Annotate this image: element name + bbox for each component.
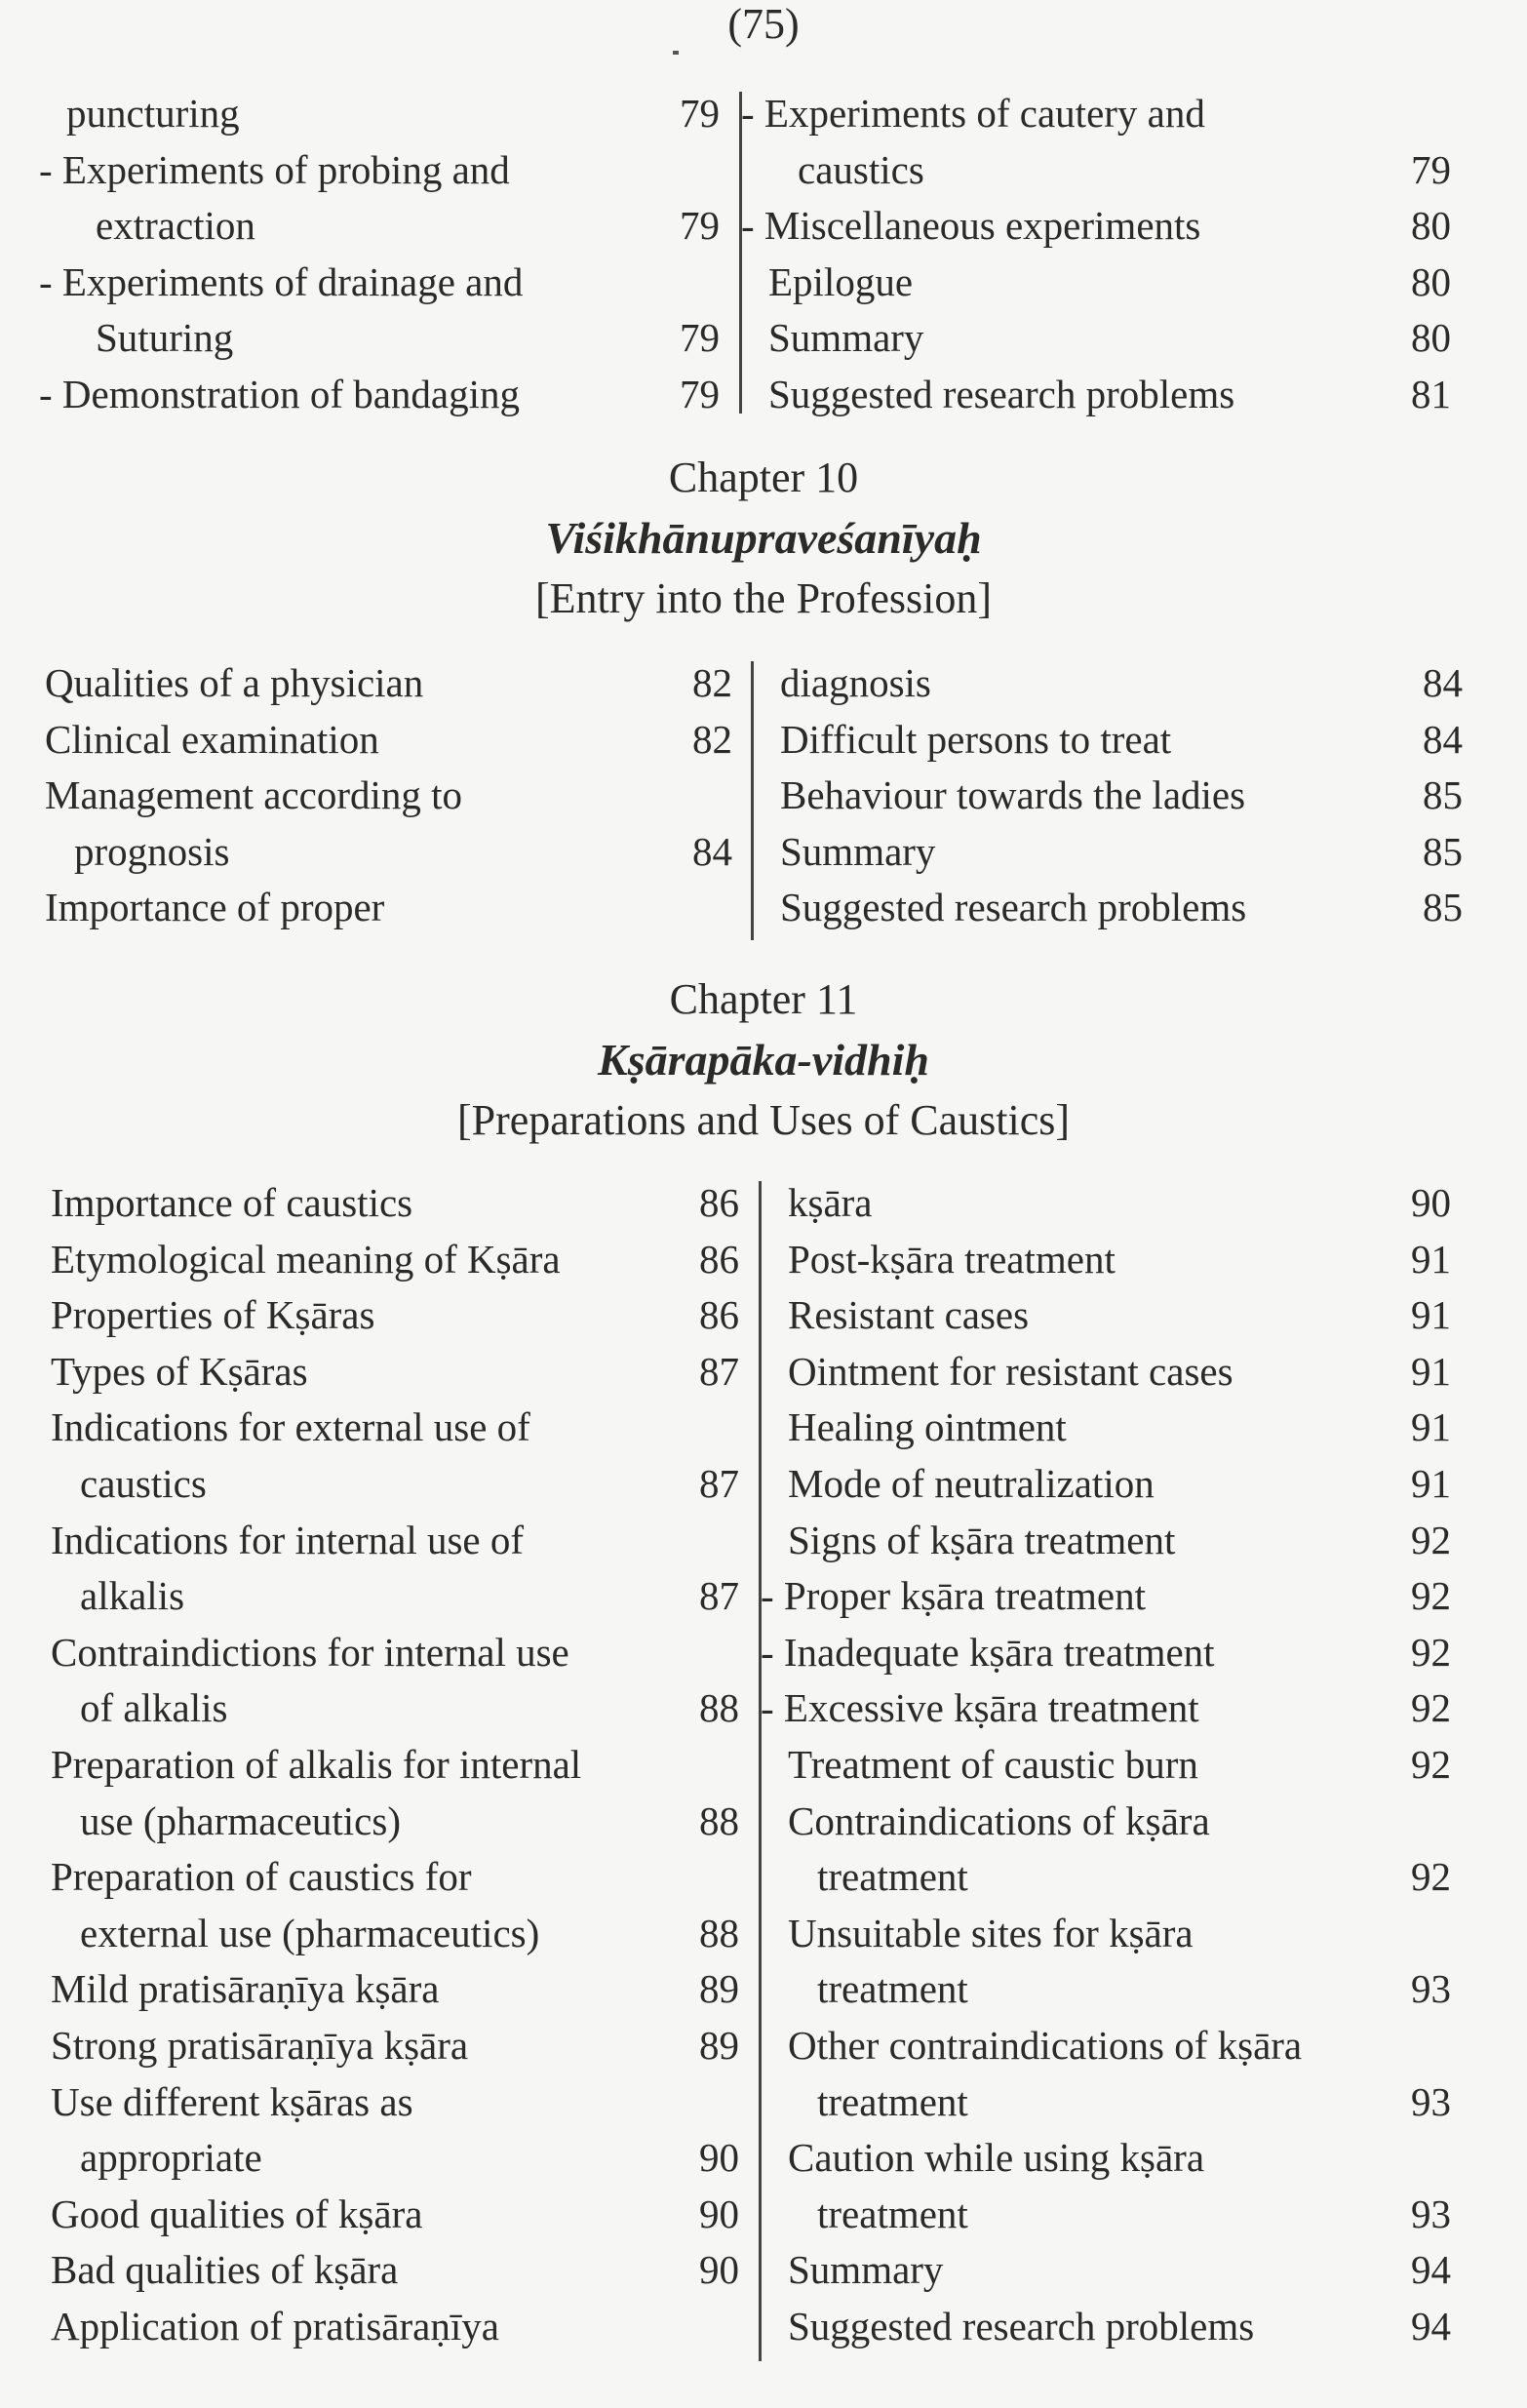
toc-entry [768,255,1451,311]
toc-entry-page: 80 [1411,315,1451,361]
toc-entry-label: Strong pratisāraṇīya kṣāra [51,2022,469,2068]
toc-entry-page: 85 [1423,885,1463,930]
toc-entry-page: 81 [1411,371,1451,416]
toc-entry-page: 86 [699,1180,739,1225]
toc-entry [788,1906,1451,1962]
toc-entry-page: 82 [692,660,732,705]
toc-entry-page: 90 [699,2191,739,2236]
toc-entry-label: treatment [817,2191,968,2236]
toc-entry-page: 88 [699,1910,739,1955]
toc-entry [788,1849,1451,1906]
toc-entry [51,1287,739,1344]
toc-entry-label: Indications for internal use of [51,1517,525,1562]
toc-column-right [761,1175,1451,2354]
toc-entry-label: Importance of caustics [51,1180,413,1225]
toc-entry-page: 79 [680,315,720,361]
toc-entry-label: treatment [817,1966,968,2012]
toc-entry-label: Suggested research problems [788,2303,1255,2349]
toc-entry-label: Importance of proper [45,885,385,930]
toc-entry [51,2018,739,2074]
toc-entry [51,1625,739,1681]
toc-entry-label: - Experiments of cautery and [741,91,1205,136]
toc-entry-label: prognosis [74,828,230,874]
toc-entry-label: Suturing [96,315,234,361]
toc-entry-page: 92 [1411,1573,1451,1619]
toc-entry-page: 91 [1411,1404,1451,1450]
toc-entry [51,2187,739,2243]
toc-entry-page: 90 [1411,1180,1451,1225]
toc-entry-page: 86 [699,1292,739,1338]
chapter-subtitle: [Entry into the Profession] [534,574,993,622]
toc-entry [761,1568,1451,1625]
toc-entry [788,2187,1451,2243]
toc-entry [788,1794,1451,1850]
toc-entry-page: 79 [680,203,720,249]
toc-entry [45,712,732,769]
toc-entry-label: of alkalis [80,1685,228,1731]
toc-entry-label: Summary [788,2247,944,2293]
toc-entry-label: caustics [798,146,924,192]
toc-entry-page: 88 [699,1685,739,1731]
toc-entry-label: extraction [96,203,255,249]
toc-entry [51,2130,739,2187]
toc-entry [780,768,1463,824]
toc-entry-label: Ointment for resistant cases [788,1348,1233,1394]
toc-entry-page: 91 [1411,1348,1451,1394]
toc-section-chapter11 [0,1175,1527,2375]
chapter-number: Chapter 11 [669,975,858,1023]
toc-entry-label: puncturing [66,91,240,136]
toc-entry-page: 84 [1423,660,1463,705]
toc-entry [780,880,1463,936]
toc-entry-label: Application of pratisāraṇīya [51,2303,499,2349]
toc-entry-page: 87 [699,1348,739,1394]
toc-entry-page: 88 [699,1797,739,1843]
chapter-title: Kṣārapāka-vidhiḥ [598,1035,929,1085]
toc-entry-label: Difficult persons to treat [780,716,1172,762]
toc-entry [788,1456,1451,1513]
toc-entry-label: Clinical examination [45,716,379,762]
toc-entry [51,1232,739,1288]
toc-entry-label: Types of Kṣāras [51,1348,308,1394]
toc-entry [51,1456,739,1513]
toc-entry [51,1400,739,1456]
toc-column-left [45,655,732,936]
toc-entry [51,1961,739,2018]
toc-entry-label: Qualities of a physician [45,660,424,705]
toc-entry-page: 92 [1411,1517,1451,1562]
toc-entry-page: 84 [1423,716,1463,762]
toc-entry-page: 80 [1411,203,1451,249]
toc-entry [39,142,720,199]
toc-entry-page: 86 [699,1236,739,1282]
toc-entry-label: treatment [817,2078,968,2124]
toc-entry-page: 85 [1423,828,1463,874]
toc-entry-label: Etymological meaning of Kṣāra [51,1236,561,1282]
toc-entry [788,1737,1451,1794]
toc-entry [788,2130,1451,2187]
toc-entry [66,86,720,142]
toc-entry-label: treatment [817,1854,968,1900]
toc-section-chapter9-continued [0,86,1527,427]
toc-entry-label: - Demonstration of bandaging [39,371,521,416]
toc-entry-label: Treatment of caustic burn [788,1741,1198,1787]
toc-entry-page: 94 [1411,2303,1451,2349]
toc-entry-page: 89 [699,1966,739,2012]
toc-entry [51,2074,739,2131]
toc-entry [741,198,1451,255]
toc-entry [51,1680,739,1737]
column-divider [751,661,754,940]
toc-entry-page: 91 [1411,1292,1451,1338]
toc-entry-page: 87 [699,1460,739,1506]
toc-entry [768,367,1451,423]
toc-entry [51,1513,739,1569]
toc-entry [788,1513,1451,1569]
toc-entry [66,198,720,255]
toc-entry-label: Indications for external use of [51,1404,530,1450]
toc-entry [788,1287,1451,1344]
toc-entry-label: Mild pratisāraṇīya kṣāra [51,1966,440,2012]
toc-column-right [741,86,1451,423]
toc-section-chapter10 [0,655,1527,948]
toc-entry-page: 82 [692,716,732,762]
toc-entry [780,655,1463,712]
toc-entry [39,367,720,423]
toc-entry-page: 92 [1411,1854,1451,1900]
toc-entry [788,1232,1451,1288]
toc-entry-page: 79 [680,91,720,136]
toc-entry [45,655,732,712]
toc-entry-label: Suggested research problems [780,885,1247,930]
toc-entry-label: Other contraindications of kṣāra [788,2022,1303,2068]
chapter-subtitle: [Preparations and Uses of Caustics] [456,1096,1071,1144]
toc-entry-label: Resistant cases [788,1292,1030,1338]
toc-entry-page: 90 [699,2135,739,2181]
toc-entry-page: 84 [692,828,732,874]
toc-entry-label: Properties of Kṣāras [51,1292,375,1338]
toc-entry-page: 92 [1411,1629,1451,1675]
toc-entry-page: 89 [699,2022,739,2068]
toc-entry-page: 93 [1411,1966,1451,2012]
toc-entry [768,310,1451,367]
toc-entry-page: 79 [680,371,720,416]
toc-entry-page: 93 [1411,2191,1451,2236]
toc-column-left [39,86,720,423]
print-mark [673,51,679,55]
toc-entry-label: Behaviour towards the ladies [780,772,1246,818]
toc-entry [788,1344,1451,1401]
toc-entry [788,2018,1451,2074]
toc-entry-label: Unsuitable sites for kṣāra [788,1910,1194,1955]
toc-entry-label: caustics [80,1460,207,1506]
toc-entry-label: Healing ointment [788,1404,1067,1450]
toc-entry-label: - Experiments of probing and [39,146,510,192]
toc-entry-page: 93 [1411,2078,1451,2124]
toc-entry-label: appropriate [80,2135,262,2181]
toc-entry-label: - Proper kṣāra treatment [761,1573,1147,1619]
toc-entry-label: Mode of neutralization [788,1460,1155,1506]
toc-entry [51,2299,739,2355]
toc-entry [51,1906,739,1962]
toc-entry-label: Contraindictions for internal use [51,1629,569,1675]
toc-entry [768,142,1451,199]
toc-entry [66,310,720,367]
toc-entry-label: - Experiments of drainage and [39,258,524,304]
toc-entry-page: 91 [1411,1236,1451,1282]
toc-entry-label: Epilogue [768,258,914,304]
toc-entry [780,824,1463,881]
toc-entry-label: Management according to [45,772,463,818]
toc-entry-page: 79 [1411,146,1451,192]
toc-entry [51,1737,739,1794]
toc-entry-label: external use (pharmaceutics) [80,1910,540,1955]
toc-entry-label: diagnosis [780,660,931,705]
toc-entry-label: Summary [768,315,924,361]
toc-entry [741,86,1451,142]
toc-entry [51,1568,739,1625]
toc-entry [761,1680,1451,1737]
toc-entry [45,824,732,881]
toc-entry-label: - Excessive kṣāra treatment [761,1685,1199,1731]
chapter-number: Chapter 10 [668,454,859,501]
toc-entry-page: 91 [1411,1460,1451,1506]
toc-entry [788,1400,1451,1456]
chapter-11-heading [0,970,1527,1150]
toc-entry [788,1961,1451,2018]
toc-entry [51,1849,739,1906]
toc-entry-page: 92 [1411,1685,1451,1731]
toc-entry-label: Preparation of alkalis for internal [51,1741,582,1787]
toc-entry-label: Summary [780,828,936,874]
toc-entry [51,1344,739,1401]
page-number: (75) [727,0,800,48]
toc-entry [788,1175,1451,1232]
toc-entry [788,2074,1451,2131]
toc-column-left [51,1175,739,2354]
toc-entry-label: alkalis [80,1573,185,1619]
chapter-title: Viśikhānupraveśanīyaḥ [545,513,982,563]
toc-entry [51,1794,739,1850]
toc-entry [51,1175,739,1232]
toc-entry-label: - Inadequate kṣāra treatment [761,1629,1215,1675]
toc-entry [788,2299,1451,2355]
toc-entry-label: Contraindications of kṣāra [788,1797,1210,1843]
toc-entry-label: Preparation of caustics for [51,1854,472,1900]
chapter-10-heading [0,449,1527,628]
toc-entry [761,1625,1451,1681]
toc-entry [45,880,732,936]
toc-entry [780,712,1463,769]
toc-entry [788,2242,1451,2299]
toc-entry-label: Bad qualities of kṣāra [51,2247,399,2293]
toc-entry-label: use (pharmaceutics) [80,1797,401,1843]
toc-entry-page: 80 [1411,258,1451,304]
column-divider [759,1181,762,2361]
toc-entry-label: Good qualities of kṣāra [51,2191,423,2236]
toc-entry-label: Caution while using kṣāra [788,2135,1205,2181]
toc-entry-label: Post-kṣāra treatment [788,1236,1116,1282]
toc-entry [39,255,720,311]
toc-entry-label: Signs of kṣāra treatment [788,1517,1176,1562]
toc-entry [45,768,732,824]
toc-entry-page: 90 [699,2247,739,2293]
toc-entry-page: 92 [1411,1741,1451,1787]
toc-entry-label: kṣāra [788,1180,873,1225]
toc-entry-page: 87 [699,1573,739,1619]
toc-entry-page: 94 [1411,2247,1451,2293]
toc-entry [51,2242,739,2299]
toc-entry-label: - Miscellaneous experiments [741,203,1201,249]
toc-entry-label: Use different kṣāras as [51,2078,413,2124]
toc-column-right [780,655,1463,936]
toc-entry-page: 85 [1423,772,1463,818]
toc-entry-label: Suggested research problems [768,371,1235,416]
